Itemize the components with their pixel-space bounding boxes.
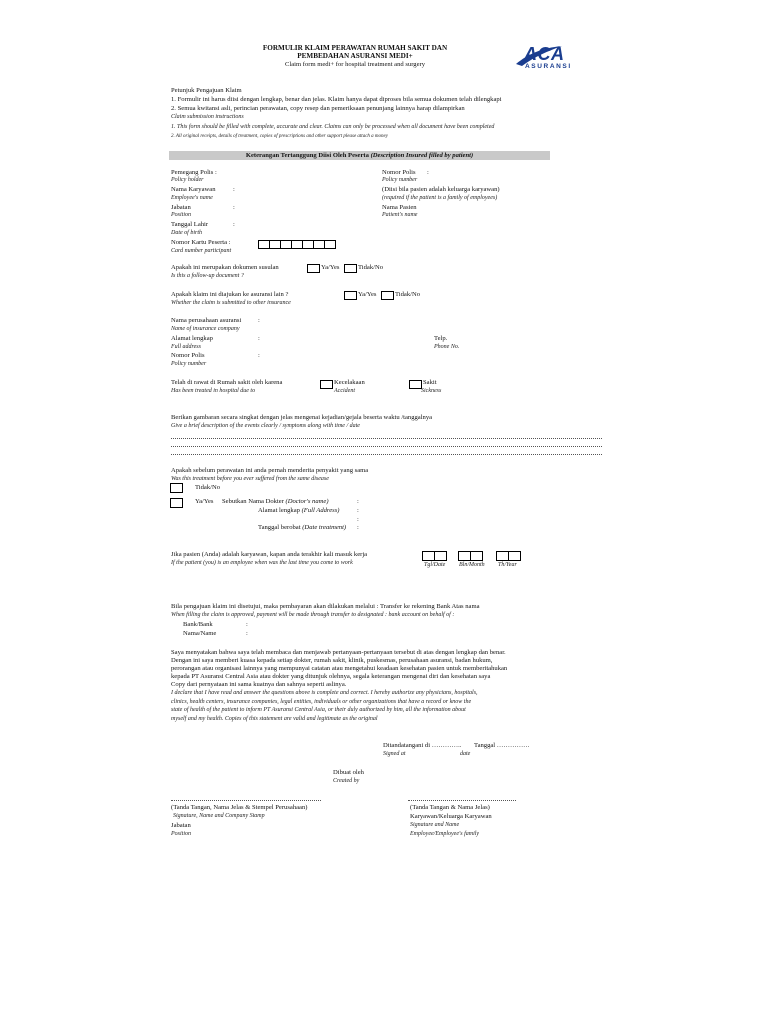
other-insurance-question: Apakah klaim ini diajukan ke asuransi lain ? bbox=[171, 291, 289, 298]
card-number-label-en: Card number participant bbox=[171, 248, 232, 254]
doctor-name-text: Sebutkan Nama Dokter bbox=[222, 498, 284, 505]
last-work-question: Jika pasien (Anda) adalah karyawan, kapan anda terakhir kali masuk kerja bbox=[171, 551, 368, 558]
declaration-en-2: clinics, health centers, insurance companies, legal entities, individuals or other organizations that have a record or know the bbox=[171, 699, 472, 705]
position-label: Jabatan bbox=[171, 204, 191, 211]
followup-question: Apakah ini merupakan dokumen susulan bbox=[171, 264, 279, 271]
other-insurance-no-label: Tidak/No bbox=[395, 291, 421, 298]
form-subtitle: Claim form medi+ for hospital treatment and surgery bbox=[284, 61, 426, 68]
logo-text: ACA bbox=[524, 44, 565, 64]
followup-no-checkbox[interactable] bbox=[344, 264, 357, 273]
company-signature-label-en: Signature, Name and Company Stamp bbox=[173, 813, 265, 819]
day-digit-box[interactable] bbox=[434, 551, 447, 561]
card-number-digit-box[interactable] bbox=[324, 240, 336, 249]
declaration-id-4: kepada PT Asuransi Central Asia atau dokter yang ditunjuk olehnya, segala keterangan mengenai diri dan kesehatan saya bbox=[171, 673, 491, 680]
phone-label: Telp. bbox=[434, 335, 448, 342]
doctor-address-text: Alamat lengkap bbox=[258, 507, 300, 514]
visit-date-text-en: (Date treatment) bbox=[302, 524, 347, 531]
birth-date-label-en: Date of birth bbox=[171, 230, 202, 236]
declaration-id-2: Dengan ini saya memberi kuasa kepada setiap dokter, rumah sakit, klinik, puskesmas, perusahaan asuransi, badan hukum, bbox=[171, 657, 493, 664]
prior-illness-question: Apakah sebelum perawatan ini anda pernah menderita penyakit yang sama bbox=[171, 467, 369, 474]
day-label: Tgl/Date bbox=[424, 562, 446, 568]
other-insurance-question-en: Whether the claim is submitted to other insurance bbox=[171, 300, 291, 306]
employee-name-label-en: Employee's name bbox=[171, 195, 213, 201]
colon: : bbox=[427, 169, 429, 176]
patient-name-label-en: Patient's name bbox=[382, 212, 418, 218]
signatory-position-label: Jabatan bbox=[171, 822, 191, 829]
followup-yes-checkbox[interactable] bbox=[307, 264, 320, 273]
birth-date-label: Tanggal Lahir bbox=[171, 221, 209, 228]
visit-date-text: Tanggal berobat bbox=[258, 524, 301, 531]
doctor-address-text-en: (Full Address) bbox=[301, 507, 340, 514]
card-number-label: Nomor Kartu Peserta : bbox=[171, 239, 231, 246]
prior-illness-no-label: Tidak/No bbox=[195, 484, 221, 491]
colon: : bbox=[233, 186, 235, 193]
instruction-1: 1. Formulir ini harus diisi dengan lengkap, benar dan jelas. Klaim hanya dapat diproses bila semua dokumen telah dilengkapi bbox=[171, 96, 502, 103]
employee-role-label: Karyawan/Keluarga Karyawan bbox=[410, 813, 492, 820]
colon: : bbox=[357, 507, 359, 514]
doctor-name-text-en: (Doctor's name) bbox=[285, 498, 329, 505]
instruction-2: 2. Semua kwitansi asli, perincian perawatan, copy resep dan pemeriksaan penunjang lainnya harap dilampirkan bbox=[171, 105, 465, 112]
other-insurance-yes-checkbox[interactable] bbox=[344, 291, 357, 300]
created-by-label-en: Created by bbox=[333, 778, 360, 784]
colon: : bbox=[233, 221, 235, 228]
insurance-company-label: Nama perusahaan asuransi bbox=[171, 317, 242, 324]
treated-for-question: Telah di rawat di Rumah sakit oleh karena bbox=[171, 379, 283, 386]
logo-sub: ASURANSI bbox=[525, 63, 572, 70]
created-by-label: Dibuat oleh bbox=[333, 769, 364, 776]
doctor-name-label bbox=[222, 498, 329, 506]
section-bar-text bbox=[169, 151, 550, 160]
policy-holder-label-en: Policy holder bbox=[171, 177, 204, 183]
followup-no-label: Tidak/No bbox=[358, 264, 384, 271]
month-digit-box[interactable] bbox=[470, 551, 483, 561]
colon: : bbox=[357, 516, 359, 523]
declaration-en-1: I declare that I have read and answer the questions above is complete and correct. I hereby authorize any physicians, hospitals, bbox=[171, 690, 478, 696]
section-bar-label: Keterangan Tertanggung Diisi Oleh Peserta bbox=[245, 152, 369, 159]
colon: : bbox=[258, 335, 260, 342]
insurance-address-label-en: Full address bbox=[171, 344, 201, 350]
month-label: Bln/Month bbox=[459, 562, 485, 568]
aca-logo bbox=[512, 42, 576, 72]
insurance-policy-label-en: Policy number bbox=[171, 361, 207, 367]
colon: : bbox=[246, 621, 248, 628]
section-bar-label-en: (Description Insured filled by patient) bbox=[370, 152, 474, 159]
colon: : bbox=[357, 498, 359, 505]
instruction-2-en: 2. All original receipts, details of treatment, copies of prescriptions and other support please attach a money bbox=[171, 134, 388, 139]
followup-yes-label: Ya/Yes bbox=[321, 264, 340, 271]
declaration-id-3: perorangan atau organisasi lainnya yang mempunyai catatan atau mengetahui keadaan kesehatan pasien untuk memberitahukan bbox=[171, 665, 508, 672]
colon: : bbox=[357, 524, 359, 531]
other-insurance-no-checkbox[interactable] bbox=[381, 291, 394, 300]
signatory-position-label-en: Position bbox=[171, 831, 192, 837]
accident-label: Kecelakaan bbox=[334, 379, 365, 386]
sickness-label: Sakit bbox=[423, 379, 437, 386]
policy-holder-label: Pemegang Polis : bbox=[171, 169, 217, 176]
phone-label-en: Phone No. bbox=[434, 344, 460, 350]
sign-date-label: Tanggal …………… bbox=[474, 742, 530, 749]
prior-illness-question-en: Was this treatment before you ever suffered from the same disease bbox=[171, 476, 329, 482]
prior-illness-yes-label: Ya/Yes bbox=[195, 498, 214, 505]
accident-label-en: Accident bbox=[334, 388, 355, 394]
declaration-en-3: state of health of the patient to inform PT Asuransi Central Asia, or their duly authorized by him, all the information about bbox=[171, 707, 466, 713]
year-label: Th/Year bbox=[498, 562, 517, 568]
employee-signature-label: (Tanda Tangan & Nama Jelas) bbox=[410, 804, 490, 811]
employee-signature-line[interactable] bbox=[408, 800, 516, 801]
signed-at-label-en: Signed at bbox=[383, 751, 406, 757]
sickness-label-en: Sickness bbox=[421, 388, 442, 394]
form-title-line2: PEMBEDAHAN ASURANSI MEDI+ bbox=[297, 52, 413, 60]
accident-checkbox[interactable] bbox=[320, 380, 333, 389]
declaration-id-5: Copy dari pernyataan ini sama kuatnya dan sahnya seperti aslinya. bbox=[171, 681, 347, 688]
signed-at-label: Ditandatangani di ………….. bbox=[383, 742, 462, 749]
treated-for-question-en: Has been treated in hospital due to bbox=[171, 388, 256, 394]
instructions-heading: Petunjuk Pengajuan Klaim bbox=[171, 87, 242, 94]
visit-date-label bbox=[258, 524, 346, 532]
employee-role-label-en: Employee/Employee's family bbox=[410, 831, 480, 837]
sign-date-label-en: date bbox=[460, 751, 471, 757]
year-digit-box[interactable] bbox=[508, 551, 521, 561]
insurance-company-label-en: Name of insurance company bbox=[171, 326, 240, 332]
description-line[interactable] bbox=[171, 454, 602, 455]
colon: : bbox=[246, 630, 248, 637]
family-note: (Diisi bila pasien adalah keluarga karyawan) bbox=[382, 186, 500, 193]
family-note-en: (required if the patient is a family of employees) bbox=[382, 195, 498, 201]
company-signature-line[interactable] bbox=[171, 800, 321, 801]
insurance-policy-label: Nomor Polis bbox=[171, 352, 205, 359]
instructions-heading-en: Claim submission instructions bbox=[171, 114, 244, 120]
description-line[interactable] bbox=[171, 446, 602, 447]
policy-number-label: Nomor Polis bbox=[382, 169, 416, 176]
instruction-1-en: 1. This form should be filled with complete, accurate and clear. Claims can only be processed when all document have been completed bbox=[171, 124, 495, 130]
declaration-en-4: myself and my health. Copies of this statement are valid and legitimate as the original bbox=[171, 716, 378, 722]
patient-name-label: Nama Pasien bbox=[382, 204, 417, 211]
description-question: Berikan gambaran secara singkat dengan jelas mengenai kejadian/gejala beserta waktu /tanggalnya bbox=[171, 414, 433, 421]
employee-name-label: Nama Karyawan bbox=[171, 186, 216, 193]
declaration-id-1: Saya menyatakan bahwa saya telah membaca dan menjawab pertanyaan-pertanyaan tersebut di atas dengan lengkap dan benar. bbox=[171, 649, 506, 656]
payment-line-en: When filling the claim is approved, payment will be made through transfer to designated : bank account on behalf of : bbox=[171, 612, 455, 618]
prior-illness-yes-checkbox[interactable] bbox=[170, 498, 183, 508]
last-work-question-en: If the patient (you) is an employee when was the last time you come to work bbox=[171, 560, 353, 566]
followup-question-en: Is this a follow-up document ? bbox=[171, 273, 244, 279]
description-question-en: Give a brief description of the events clearly / symptoms along with time / date bbox=[171, 423, 360, 429]
position-label-en: Position bbox=[171, 212, 192, 218]
payment-line: Bila pengajuan klaim ini disetujui, maka pembayaran akan dilakukan melalui : Transfer ke rekening Bank Atas nama bbox=[171, 603, 480, 610]
insurance-address-label: Alamat lengkap bbox=[171, 335, 213, 342]
colon: : bbox=[233, 204, 235, 211]
colon: : bbox=[258, 317, 260, 324]
form-title-line1: FORMULIR KLAIM PERAWATAN RUMAH SAKIT DAN bbox=[262, 44, 448, 52]
company-signature-label: (Tanda Tangan, Nama Jelas & Stempel Perusahaan) bbox=[171, 804, 308, 811]
account-name-label: Nama/Name bbox=[183, 630, 217, 637]
bank-label: Bank/Bank bbox=[183, 621, 213, 628]
policy-number-label-en: Policy number bbox=[382, 177, 418, 183]
employee-signature-label-en: Signature and Name bbox=[410, 822, 460, 828]
other-insurance-yes-label: Ya/Yes bbox=[358, 291, 377, 298]
colon: : bbox=[258, 352, 260, 359]
doctor-address-label bbox=[258, 507, 340, 515]
prior-illness-no-checkbox[interactable] bbox=[170, 483, 183, 493]
description-line[interactable] bbox=[171, 438, 602, 439]
